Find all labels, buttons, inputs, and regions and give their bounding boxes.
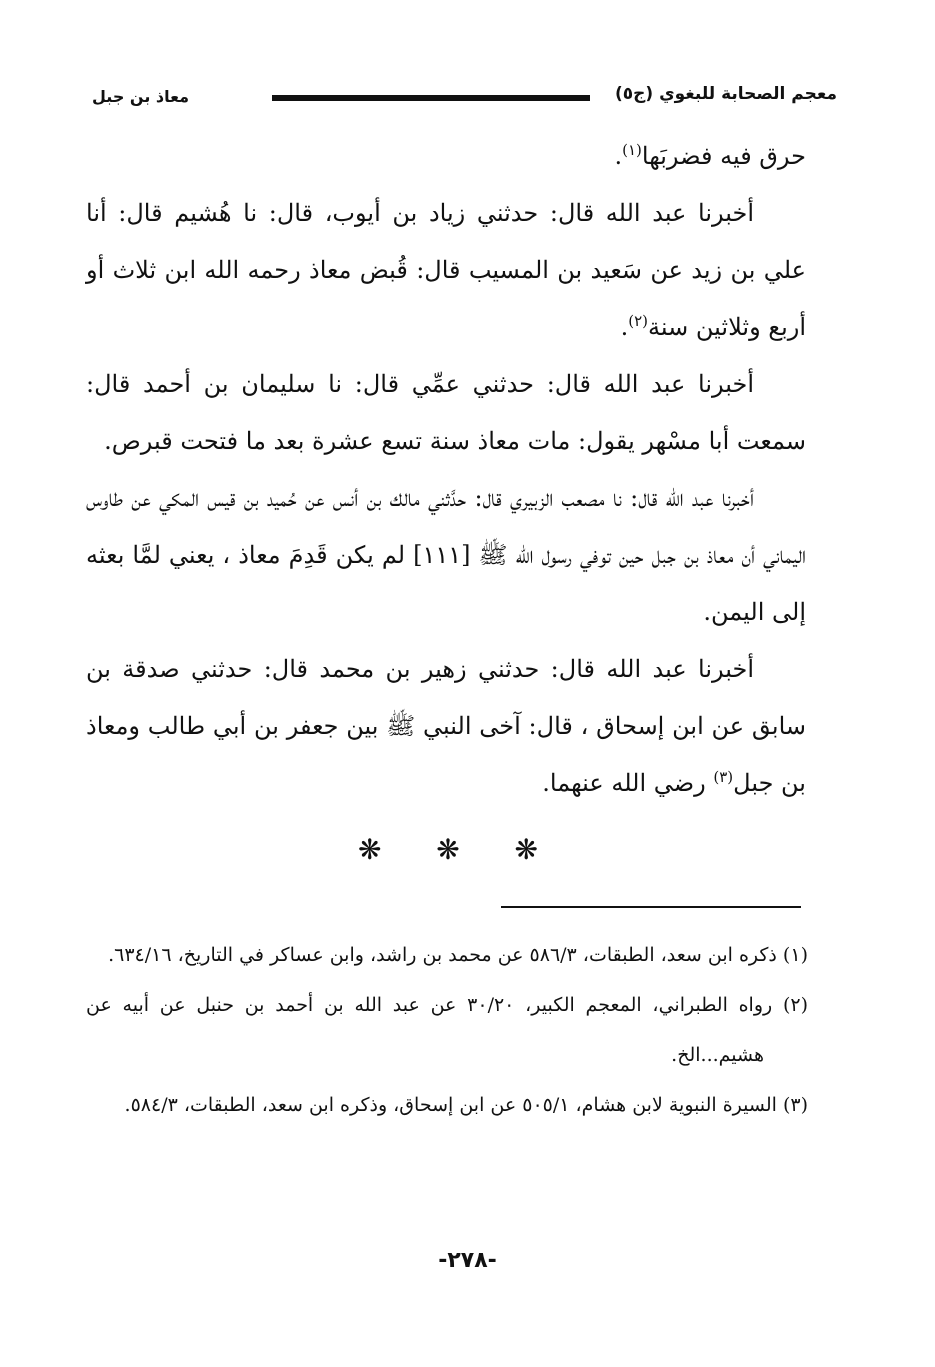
page-number: -٢٧٨- bbox=[438, 1248, 497, 1273]
running-header-book-title: معجم الصحابة للبغوي (ج٥) bbox=[614, 84, 837, 104]
footnote-ref-3: (٣) bbox=[713, 768, 734, 786]
footnote-separator-rule bbox=[501, 906, 801, 908]
star-ornament-icon: ❋ bbox=[358, 833, 382, 866]
section-separator-stars bbox=[358, 833, 538, 866]
star-ornament-icon: ❋ bbox=[514, 833, 538, 866]
footnote-ref-2: (٢) bbox=[628, 312, 649, 330]
paragraph-2: أخبرنا عبد الله قال: حدثني زياد بن أيوب، قال: نا هُشيم قال: أنا علي بن زيد عن سَعيد بن المسيب قال: قُبض معاذ رحمه الله ابن ثلاث أو أربع وثلاثين سنة$^{(٢)}$. bbox=[86, 199, 806, 341]
paragraph-5: أخبرنا عبد الله قال: حدثني زهير بن محمد قال: حدثني صدقة بن سابق عن ابن إسحاق ، قال: آخى النبي ﷺ بين جعفر بن أبي طالب ومعاذ بن جبل$^{(٣)}$ رضي الله عنهما. bbox=[86, 655, 806, 797]
paragraph-3: أخبرنا عبد الله قال: حدثني عمِّي قال: نا سليمان بن أحمد قال: سمعت أبا مسْهر يقول: مات معاذ سنة تسع عشرة بعد ما فتحت قبرص. bbox=[86, 370, 806, 455]
footnote-3: (٣) السيرة النبوية لابن هشام، ٥٠٥/١ عن ابن إسحاق، وذكره ابن سعد، الطبقات، ٥٨٤/٣. bbox=[124, 1094, 808, 1116]
paragraph-4: أخبرنا عبد الله قال: نا مصعب الزبيري قال: حدَّثني مالك بن أنس عن حُميد بن قيس المكي عن طاوس اليماني أن معاذ بن جبل حين توفي رسول الله ﷺ [١١١] لم يكن قَدِمَ معاذ ، يعني لمَّا بعثه إلى اليمن. bbox=[86, 484, 806, 626]
paragraph-1: حرق فيه فضربَها$^{(١)}$. bbox=[614, 141, 806, 170]
running-header-chapter-title: معاذ بن جبل bbox=[92, 87, 190, 106]
star-ornament-icon: ❋ bbox=[436, 833, 460, 866]
footnote-2: (٢) رواه الطبراني، المعجم الكبير، ٣٠/٢٠ عن عبد الله بن أحمد بن حنبل عن أبيه عن هشيم...الخ. bbox=[86, 994, 808, 1066]
main-text bbox=[86, 128, 806, 812]
header-rule bbox=[272, 95, 590, 101]
footnote-ref-1: (١) bbox=[622, 141, 642, 159]
footnote-1: (١) ذكره ابن سعد، الطبقات، ٥٨٦/٣ عن محمد بن راشد، وابن عساكر في التاريخ، ٦٣٤/١٦. bbox=[108, 944, 808, 966]
footnotes bbox=[86, 930, 808, 1130]
